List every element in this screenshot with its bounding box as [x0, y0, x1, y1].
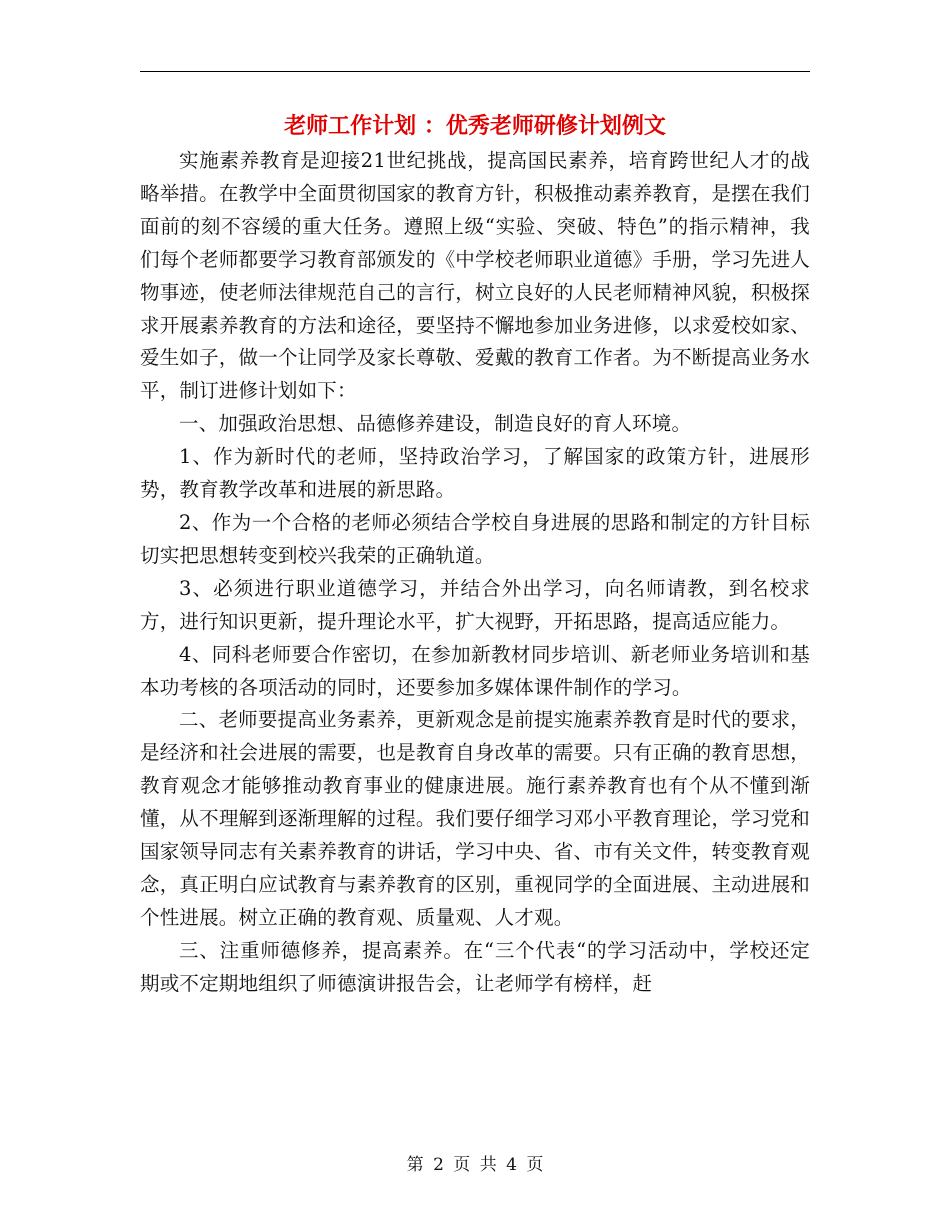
paragraph-intro: 实施素养教育是迎接21世纪挑战，提高国民素养，培育跨世纪人才的战略举措。在教学中全面贯彻国家的教育方针，积极推动素养教育，是摆在我们面前的刻不容缓的重大任务。遵照上级“实验、突破、特色”的指示精神，我们每个老师都要学习教育部颁发的《中学校老师职业道德》手册，学习先进人物事迹，使老师法律规范自己的言行，树立良好的人民老师精神风貌，积极探求开展素养教育的方法和途径，要坚持不懈地参加业务进修，以求爱校如家、爱生如子，做一个让同学及家长尊敬、爱戴的教育工作者。为不断提高业务水平，制订进修计划如下： — [140, 149, 810, 403]
paragraph-section-2: 二、老师要提高业务素养，更新观念是前提实施素养教育是时代的要求，是经济和社会进展的需要，也是教育自身改革的需要。只有正确的教育思想，教育观念才能够推动教育事业的健康进展。施行素养教育也有个从不懂到渐懂，从不理解到逐渐理解的过程。我们要仔细学习邓小平教育理论，学习党和国家领导同志有关素养教育的讲话，学习中央、省、市有关文件，转变教育观念，真正明白应试教育与素养教育的区别，重视同学的全面进展、主动进展和个性进展。树立正确的教育观、质量观、人才观。 — [140, 708, 810, 929]
paragraph-item-4: 4、同科老师要合作密切，在参加新教材同步培训、新老师业务培训和基本功考核的各项活动的同时，还要参加多媒体课件制作的学习。 — [140, 642, 810, 699]
paragraph-item-3: 3、必须进行职业道德学习，并结合外出学习，向名师请教，到名校求方，进行知识更新，提升理论水平，扩大视野，开拓思路，提高适应能力。 — [140, 576, 810, 633]
paragraph-item-1: 1、作为新时代的老师，坚持政治学习，了解国家的政策方针，进展形势，教育教学改革和进展的新思路。 — [140, 445, 810, 502]
document-title: 老师工作计划 ：优秀老师研修计划例文 — [284, 113, 666, 139]
header-rule — [140, 71, 810, 72]
paragraph-section-3: 三、注重师德修养，提高素养。在“三个代表“的学习活动中，学校还定期或不定期地组织了师德演讲报告会，让老师学有榜样，赶 — [140, 938, 810, 995]
paragraph-item-2: 2、作为一个合格的老师必须结合学校自身进展的思路和制定的方针目标切实把思想转变到校兴我荣的正确轨道。 — [140, 510, 810, 567]
document-body — [140, 145, 810, 1001]
page-number-footer: 第 2 页 共 4 页 — [406, 1155, 544, 1175]
paragraph-section-1-heading: 一、加强政治思想、品德修养建设，制造良好的育人环境。 — [179, 412, 692, 436]
